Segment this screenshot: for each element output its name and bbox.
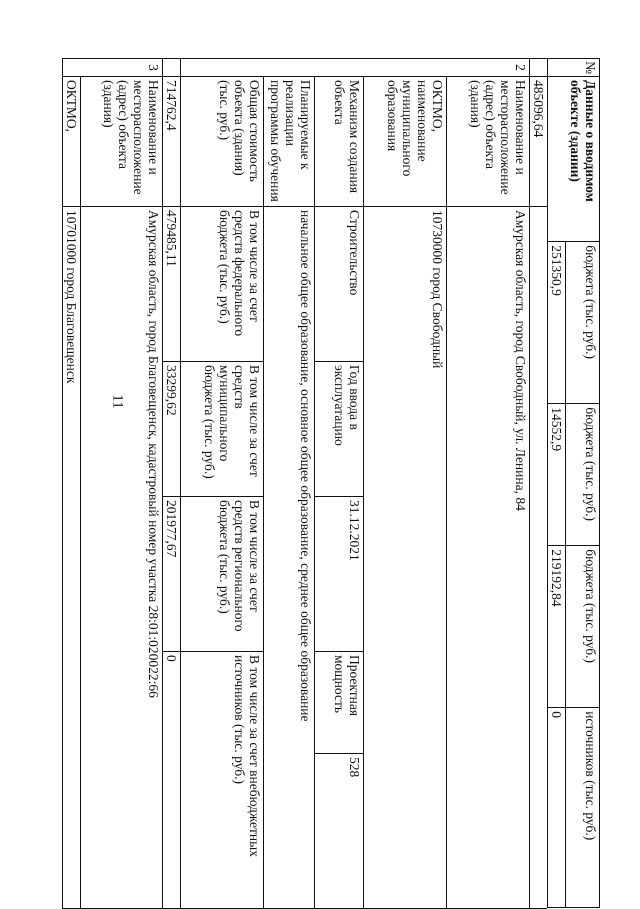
object3-address-label: Наименование и месторасположение (адрес) объекта (здания)	[81, 77, 163, 207]
object2-municipal-value: 33299,62	[163, 362, 181, 497]
object3-oktmo-label: ОКТМО,	[63, 77, 81, 207]
prev-total-value: 485096,64	[530, 77, 548, 207]
budget-header-extra: источников (тыс. руб.)	[583, 711, 598, 841]
object2-programs-row	[264, 59, 315, 909]
page-number: 11	[109, 394, 126, 409]
object2-address-value: Амурская область, город Свободный, ул. Ленина, 84	[447, 207, 530, 909]
table-title: Данные о вводимом объекте (здании)	[548, 77, 600, 242]
budget-header-subtable	[566, 242, 599, 907]
object2-regional-value: 201977,67	[163, 497, 181, 652]
prev-total-spacer	[530, 207, 548, 909]
prev-value-federal: 251350,9	[548, 242, 565, 404]
object2-values-num-cell	[163, 59, 181, 77]
object2-table	[62, 58, 548, 909]
budget-header-federal: бюджета (тыс. руб.)	[566, 242, 599, 404]
object2-capacity-value: 528	[347, 757, 362, 778]
object2-cost-row	[181, 59, 264, 909]
object2-capacity-cell	[315, 652, 364, 909]
object2-extra-value: 0	[163, 652, 181, 909]
object2-capacity-subtable	[315, 652, 363, 908]
object2-oktmo-value: 10730000 город Свободный	[364, 207, 447, 909]
prev-total-row	[530, 59, 548, 909]
object2-address-label: Наименование и месторасположение (адрес) объекта (здания)	[447, 77, 530, 207]
previous-values-group	[548, 242, 566, 908]
object2-federal-value: 479485,11	[163, 207, 181, 362]
prev-total-num-cell	[530, 59, 548, 77]
object2-cost-values-row	[163, 59, 181, 909]
object-data-table	[547, 58, 600, 908]
object2-mechanism-value: Строительство	[315, 207, 364, 362]
object2-year-value: 31.12.2021	[315, 497, 364, 652]
table-header-row	[566, 59, 600, 908]
budget-header-regional: бюджета (тыс. руб.)	[566, 546, 599, 708]
object2-oktmo-row	[364, 59, 447, 909]
object3-address-value: Амурская область, город Благовещенск, кадастровый номер участка 28:01:020022:66	[81, 207, 163, 909]
object2-federal-label: В том числе за счет средств федерального бюджета (тыс. руб.)	[181, 207, 264, 362]
object3-address-row	[81, 59, 163, 909]
object2-cost-value: 714762,4	[163, 77, 181, 207]
object2-programs-value: начальное общее образование, основное общее образование, среднее общее образование	[264, 207, 315, 909]
object3-oktmo-value: 10701000 город Благовещенск	[63, 207, 81, 909]
object2-programs-label: Планируемые к реализации программы обучения	[264, 77, 315, 207]
object2-mechanism-row	[315, 59, 364, 909]
prev-value-regional: 219192,84	[548, 546, 565, 708]
object2-municipal-label: В том числе за счет средств муниципального бюджета (тыс. руб.)	[181, 362, 264, 497]
prev-value-municipal: 14552,9	[548, 404, 565, 546]
num-header: №	[548, 59, 600, 77]
object3-oktmo-row	[63, 59, 81, 909]
object2-mechanism-label: Механизм создания объекта	[315, 77, 364, 207]
object2-regional-label: В том числе за счет средств регионального бюджета (тыс. руб.)	[181, 497, 264, 652]
object2-cost-label: Общая стоимость объекта (здания) (тыс. руб.)	[181, 77, 264, 207]
previous-values-subtable	[548, 242, 565, 907]
budget-header-municipal: бюджета (тыс. руб.)	[566, 404, 599, 546]
budget-header-group	[566, 242, 600, 908]
rotated-table-container	[62, 58, 600, 908]
object2-extra-label: В том числе за счет внебюджетных источников (тыс. руб.)	[181, 652, 264, 909]
object2-address-row	[447, 59, 530, 909]
object2-oktmo-label: ОКТМО, наименование муниципального образования	[364, 77, 447, 207]
object2-capacity-label: Проектная мощность	[315, 652, 363, 754]
prev-value-extra: 0	[549, 711, 564, 718]
object2-number: 2	[181, 59, 530, 77]
object2-year-label: Год ввода в эксплуатацию	[315, 362, 364, 497]
object3-number: 3	[63, 59, 163, 77]
